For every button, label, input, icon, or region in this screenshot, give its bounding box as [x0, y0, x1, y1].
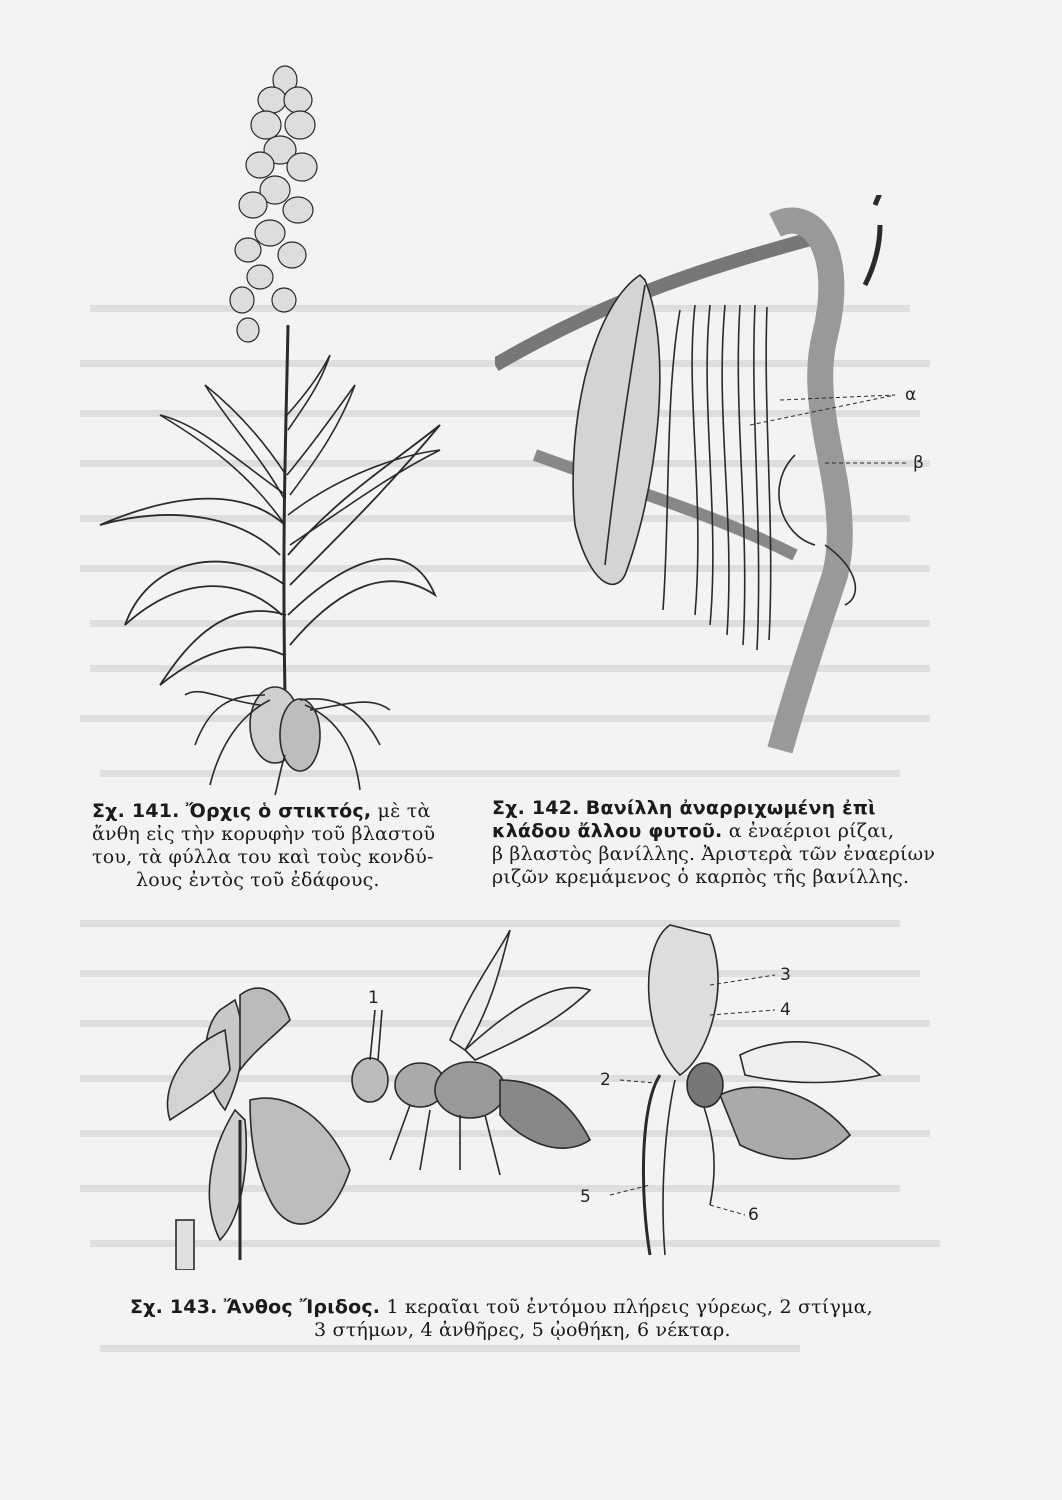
figure-title: Βανίλλη ἀναρριχωμένη ἐπὶ	[585, 797, 876, 819]
caption-line: ἄνθη εἰς τὴν κορυφὴν τοῦ βλαστοῦ	[92, 823, 436, 845]
caption-figure-141	[92, 800, 472, 892]
caption-line: β βλαστὸς βανίλλης. Ἀριστερὰ τῶν ἐναερίων	[492, 843, 936, 865]
figure-143-section	[580, 905, 900, 1275]
caption-figure-143	[130, 1296, 950, 1342]
caption-figure-142	[492, 797, 952, 889]
orchid-illustration	[90, 55, 470, 800]
figure-number: Σχ. 142.	[492, 797, 580, 819]
figure-141-orchid-plant	[90, 55, 470, 800]
caption-line: λους ἐντὸς τοῦ ἐδάφους.	[136, 869, 380, 891]
iris-flower-illustration	[140, 970, 380, 1270]
label-2: 2	[600, 1070, 611, 1090]
label-1: 1	[368, 988, 379, 1008]
figure-number: Σχ. 143.	[130, 1296, 218, 1318]
figure-number: Σχ. 141.	[92, 800, 180, 822]
caption-line: του, τὰ φύλλα του καὶ τοὺς κονδύ-	[92, 846, 434, 868]
iris-section-illustration	[580, 905, 900, 1275]
label-3: 3	[780, 965, 791, 985]
label-alpha: α	[905, 385, 917, 405]
figure-143-insect	[350, 930, 610, 1200]
caption-text: μὲ τὰ	[377, 800, 431, 822]
caption-line: ριζῶν κρεμάμενος ὁ καρπὸς τῆς βανίλλης.	[492, 866, 910, 888]
figure-title: Ὄρχις ὁ στικτός,	[185, 800, 372, 822]
label-6: 6	[748, 1205, 759, 1225]
figure-143-iris-flower	[140, 970, 380, 1270]
label-beta: β	[913, 453, 924, 473]
label-5: 5	[580, 1187, 591, 1207]
vanilla-illustration	[495, 195, 935, 755]
caption-text: α ἐναέριοι ρίζαι,	[728, 820, 895, 842]
caption-line: 3 στήμων, 4 ἀνθῆρες, 5 ᾠοθήκη, 6 νέκταρ.	[314, 1319, 731, 1341]
bee-illustration	[350, 930, 610, 1200]
figure-142-vanilla-vine	[495, 195, 935, 755]
figure-title: Ἄνθος Ἴριδος.	[223, 1296, 381, 1318]
label-4: 4	[780, 1000, 791, 1020]
caption-text: 1 κεραῖαι τοῦ ἐντόμου πλήρεις γύρεως, 2 στίγμα,	[386, 1296, 873, 1318]
figure-title-cont: κλάδου ἄλλου φυτοῦ.	[492, 820, 723, 842]
